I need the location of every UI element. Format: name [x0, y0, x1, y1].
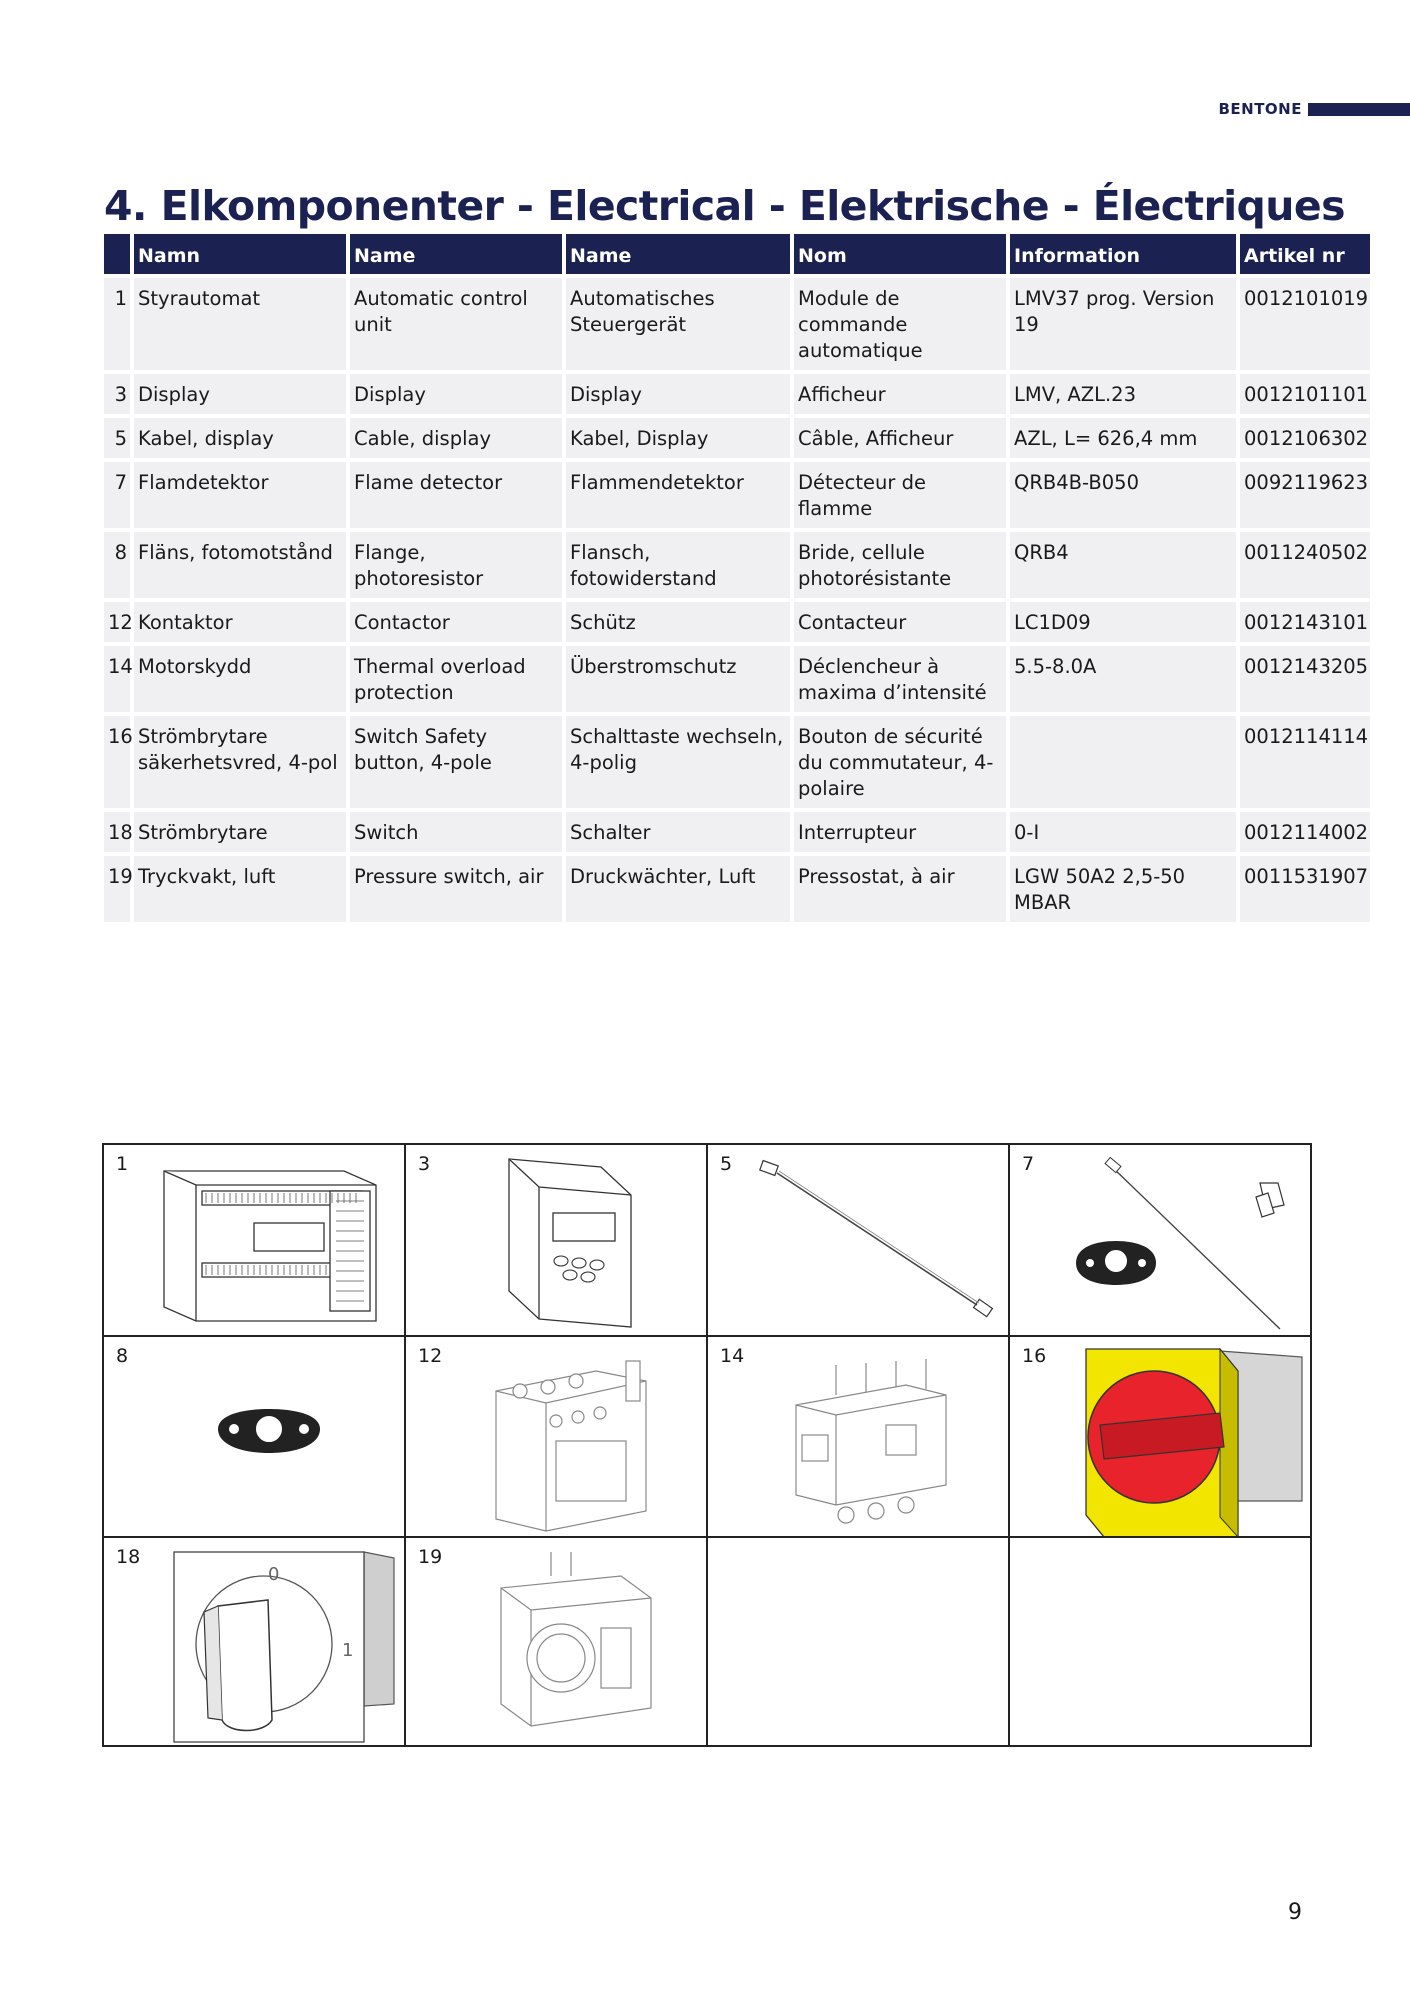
- cell-nom: Détecteur de flamme: [794, 462, 1006, 528]
- table-body: [104, 278, 1370, 922]
- figure-cell-12: [406, 1337, 708, 1538]
- parts-table: [100, 230, 1374, 926]
- header-artikel-nr: Artikel nr: [1240, 234, 1370, 274]
- cell-name-en: Cable, display: [350, 418, 562, 458]
- cell-artikel-nr: 0012106302: [1240, 418, 1370, 458]
- cell-name-en: Flame detector: [350, 462, 562, 528]
- thermal-overload-image: [786, 1355, 956, 1533]
- cell-name-en: Flange, photoresistor: [350, 532, 562, 598]
- header-nom: Nom: [794, 234, 1006, 274]
- table-row: [104, 374, 1370, 414]
- cell-information: LC1D09: [1010, 602, 1236, 642]
- cell-name-de: Flammendetektor: [566, 462, 790, 528]
- table-row: [104, 418, 1370, 458]
- cell-name-de: Kabel, Display: [566, 418, 790, 458]
- cell-name-en: Automatic control unit: [350, 278, 562, 370]
- cell-information: LMV37 prog. Version 19: [1010, 278, 1236, 370]
- row-number: 5: [104, 418, 130, 458]
- header-number: [104, 234, 130, 274]
- row-number: 12: [104, 602, 130, 642]
- cell-artikel-nr: 0012101101: [1240, 374, 1370, 414]
- cell-name-de: Display: [566, 374, 790, 414]
- page-number: 9: [1288, 1900, 1302, 1925]
- row-number: 7: [104, 462, 130, 528]
- control-unit-image: [144, 1151, 399, 1331]
- cell-information: LGW 50A2 2,5-50 MBAR: [1010, 856, 1236, 922]
- cell-information: LMV, AZL.23: [1010, 374, 1236, 414]
- row-number: 16: [104, 716, 130, 808]
- figure-cell-1: [104, 1145, 406, 1337]
- table-header-row: [104, 234, 1370, 274]
- figure-cell-empty: [708, 1538, 1010, 1747]
- figure-cell-empty: [1010, 1538, 1312, 1747]
- brand-logo-text: BENTONE: [1218, 100, 1302, 118]
- figure-grid: [102, 1143, 1312, 1747]
- cell-nom: Bouton de sécurité du commutateur, 4-polaire: [794, 716, 1006, 808]
- cell-namn: Kabel, display: [134, 418, 346, 458]
- cell-name-de: Druckwächter, Luft: [566, 856, 790, 922]
- row-number: 8: [104, 532, 130, 598]
- cell-artikel-nr: 0011531907: [1240, 856, 1370, 922]
- page-title: 4. Elkomponenter - Electrical - Elektrische - Électriques: [104, 182, 1345, 230]
- figure-label: 7: [1022, 1153, 1035, 1175]
- cell-name-en: Contactor: [350, 602, 562, 642]
- header-name-de: Name: [566, 234, 790, 274]
- cell-namn: Tryckvakt, luft: [134, 856, 346, 922]
- row-number: 14: [104, 646, 130, 712]
- row-number: 18: [104, 812, 130, 852]
- table-row: [104, 278, 1370, 370]
- flange-image: [214, 1401, 324, 1461]
- cell-namn: Flamdetektor: [134, 462, 346, 528]
- figure-label: 3: [418, 1153, 431, 1175]
- cell-name-en: Thermal overload protection: [350, 646, 562, 712]
- cell-name-de: Schalttaste wechseln, 4-polig: [566, 716, 790, 808]
- cell-artikel-nr: 0012114002: [1240, 812, 1370, 852]
- figure-label: 14: [720, 1345, 745, 1367]
- row-number: 19: [104, 856, 130, 922]
- figure-cell-5: [708, 1145, 1010, 1337]
- safety-switch-image: [1070, 1341, 1310, 1537]
- cell-artikel-nr: 0012101019: [1240, 278, 1370, 370]
- cell-namn: Styrautomat: [134, 278, 346, 370]
- cell-nom: Afficheur: [794, 374, 1006, 414]
- cell-nom: Module de commande automatique: [794, 278, 1006, 370]
- figure-label: 19: [418, 1546, 443, 1568]
- table-row: [104, 602, 1370, 642]
- cell-information: QRB4B-B050: [1010, 462, 1236, 528]
- figure-label: 16: [1022, 1345, 1047, 1367]
- cell-nom: Déclencheur à maxima d’intensité: [794, 646, 1006, 712]
- row-number: 3: [104, 374, 130, 414]
- table-row: [104, 646, 1370, 712]
- cell-name-en: Pressure switch, air: [350, 856, 562, 922]
- cell-artikel-nr: 0011240502: [1240, 532, 1370, 598]
- table-row: [104, 812, 1370, 852]
- header-name-en: Name: [350, 234, 562, 274]
- contactor-image: [486, 1351, 666, 1533]
- cell-namn: Strömbrytare säkerhetsvred, 4-pol: [134, 716, 346, 808]
- cell-information: QRB4: [1010, 532, 1236, 598]
- cell-namn: Kontaktor: [134, 602, 346, 642]
- cable-image: [753, 1155, 1003, 1330]
- figure-cell-8: [104, 1337, 406, 1538]
- cell-artikel-nr: 0012114114: [1240, 716, 1370, 808]
- figure-cell-3: [406, 1145, 708, 1337]
- cell-information: 5.5-8.0A: [1010, 646, 1236, 712]
- figure-label: 18: [116, 1546, 141, 1568]
- figure-cell-19: [406, 1538, 708, 1747]
- cell-information: [1010, 716, 1236, 808]
- figure-label: 12: [418, 1345, 443, 1367]
- figure-cell-18: [104, 1538, 406, 1747]
- cell-nom: Bride, cellule photorésistante: [794, 532, 1006, 598]
- cell-artikel-nr: 0012143205: [1240, 646, 1370, 712]
- table-row: [104, 716, 1370, 808]
- cell-name-de: Automatisches Steuergerät: [566, 278, 790, 370]
- cell-namn: Display: [134, 374, 346, 414]
- table-row: [104, 462, 1370, 528]
- figure-label: 1: [116, 1153, 129, 1175]
- switch-image: [164, 1544, 404, 1744]
- cell-namn: Fläns, fotomotstånd: [134, 532, 346, 598]
- cell-name-de: Überstromschutz: [566, 646, 790, 712]
- figure-label: 5: [720, 1153, 733, 1175]
- cell-name-en: Switch: [350, 812, 562, 852]
- switch-label-1: 1: [342, 1640, 354, 1661]
- figure-label: 8: [116, 1345, 129, 1367]
- figure-cell-14: [708, 1337, 1010, 1538]
- cell-name-de: Schütz: [566, 602, 790, 642]
- cell-name-de: Flansch, fotowiderstand: [566, 532, 790, 598]
- row-number: 1: [104, 278, 130, 370]
- cell-nom: Pressostat, à air: [794, 856, 1006, 922]
- switch-label-0: 0: [268, 1564, 280, 1585]
- table-row: [104, 856, 1370, 922]
- cell-name-en: Display: [350, 374, 562, 414]
- cell-artikel-nr: 0092119623: [1240, 462, 1370, 528]
- cell-name-de: Schalter: [566, 812, 790, 852]
- brand-bar: [1308, 103, 1410, 116]
- flame-detector-image: [1070, 1153, 1310, 1333]
- cell-name-en: Switch Safety button, 4-pole: [350, 716, 562, 808]
- cell-nom: Contacteur: [794, 602, 1006, 642]
- cell-namn: Strömbrytare: [134, 812, 346, 852]
- table-row: [104, 532, 1370, 598]
- cell-nom: Câble, Afficheur: [794, 418, 1006, 458]
- cell-information: AZL, L= 626,4 mm: [1010, 418, 1236, 458]
- cell-artikel-nr: 0012143101: [1240, 602, 1370, 642]
- figure-cell-7: [1010, 1145, 1312, 1337]
- display-image: [501, 1151, 641, 1331]
- cell-namn: Motorskydd: [134, 646, 346, 712]
- cell-information: 0-I: [1010, 812, 1236, 852]
- brand-header: [1218, 99, 1410, 119]
- header-information: Information: [1010, 234, 1236, 274]
- pressure-switch-image: [491, 1548, 661, 1738]
- cell-nom: Interrupteur: [794, 812, 1006, 852]
- figure-cell-16: [1010, 1337, 1312, 1538]
- header-namn: Namn: [134, 234, 346, 274]
